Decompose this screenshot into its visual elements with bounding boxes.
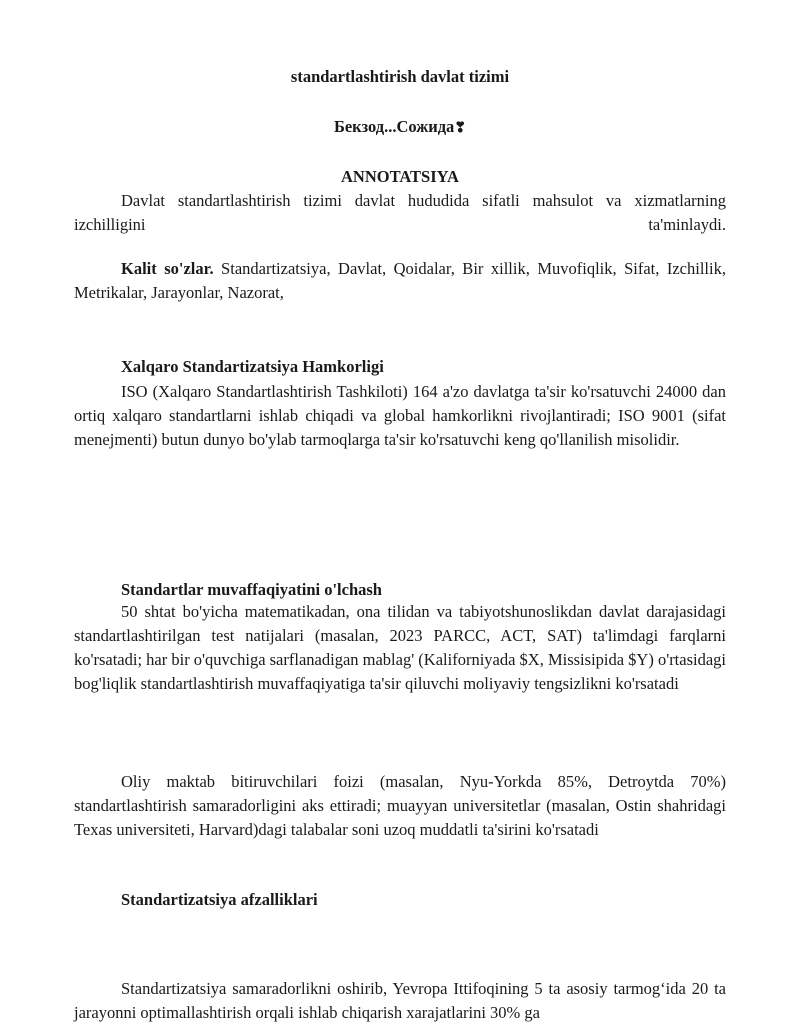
annotation-paragraph: Davlat standartlashtirish tizimi davlat hududida sifatli mahsulot va xizmatlarning izchilligini ta'minlaydi. [74, 191, 726, 234]
section-heading-benefits: Standartizatsiya afzalliklari [121, 890, 318, 909]
section-paragraph-graduates: Oliy maktab bitiruvchilari foizi (masalan, Nyu-Yorkda 85%, Detroytda 70%) standartlashtirish samaradorligini aks ettiradi; muayyan universitetlar (masalan, Ostin shahridagi Texas universiteti, Harvard)dagi talabalar soni uzoq muddatli ta'sirini ko'rsatadi [74, 772, 726, 839]
keywords-label: Kalit so'zlar. [121, 259, 214, 278]
section-paragraph-benefits: Standartizatsiya samaradorlikni oshirib, Yevropa Ittifoqining 5 ta asosiy tarmog‘ida 20 ta jarayonni optimallashtirish orqali ishlab chiqarish xarajatlarini 30% ga [74, 979, 726, 1022]
keywords-text: Standartizatsiya, Davlat, Qoidalar, Bir xillik, Muvofiqlik, Sifat, Izchillik, Metrikalar, Jarayonlar, Nazorat, [74, 259, 726, 302]
section-heading-cooperation: Xalqaro Standartizatsiya Hamkorligi [121, 357, 384, 376]
section-heading-measurement: Standartlar muvaffaqiyatini o'lchash [121, 580, 382, 599]
heart-icon: ❣ [454, 121, 467, 136]
section-paragraph-cooperation: ISO (Xalqaro Standartlashtirish Tashkiloti) 164 a'zo davlatga ta'sir ko'rsatuvchi 24000 dan ortiq xalqaro standartlarni ishlab chiqadi va global hamkorlikni rivojlantiradi; ISO 9001 (sifat menejmenti) butun dunyo bo'ylab tarmoqlarga ta'sir ko'rsatuvchi keng qo'llanilish misolidir. [74, 382, 726, 449]
annotation-heading: ANNOTATSIYA [341, 167, 459, 186]
keywords-paragraph [74, 257, 726, 305]
author-name: Бекзод...Сожида [333, 117, 455, 136]
author-line [74, 115, 726, 141]
section-paragraph-test-results: 50 shtat bo'yicha matematikadan, ona tilidan va tabiyotshunoslikdan davlat darajasidagi standartlashtirilgan test natijalari (masalan, 2023 PARCC, ACT, SAT) ta'limdagi farqlarni ko'rsatadi; har bir o'quvchiga sarflanadigan mablag' (Kaliforniyada $X, Missisipida $Y) o'rtasidagi bog'liqlik standartlashtirish muvaffaqiyatiga ta'sir qiluvchi moliyaviy tengsizlikni ko'rsatadi [74, 602, 727, 693]
document-title: standartlashtirish davlat tizimi [290, 67, 510, 86]
